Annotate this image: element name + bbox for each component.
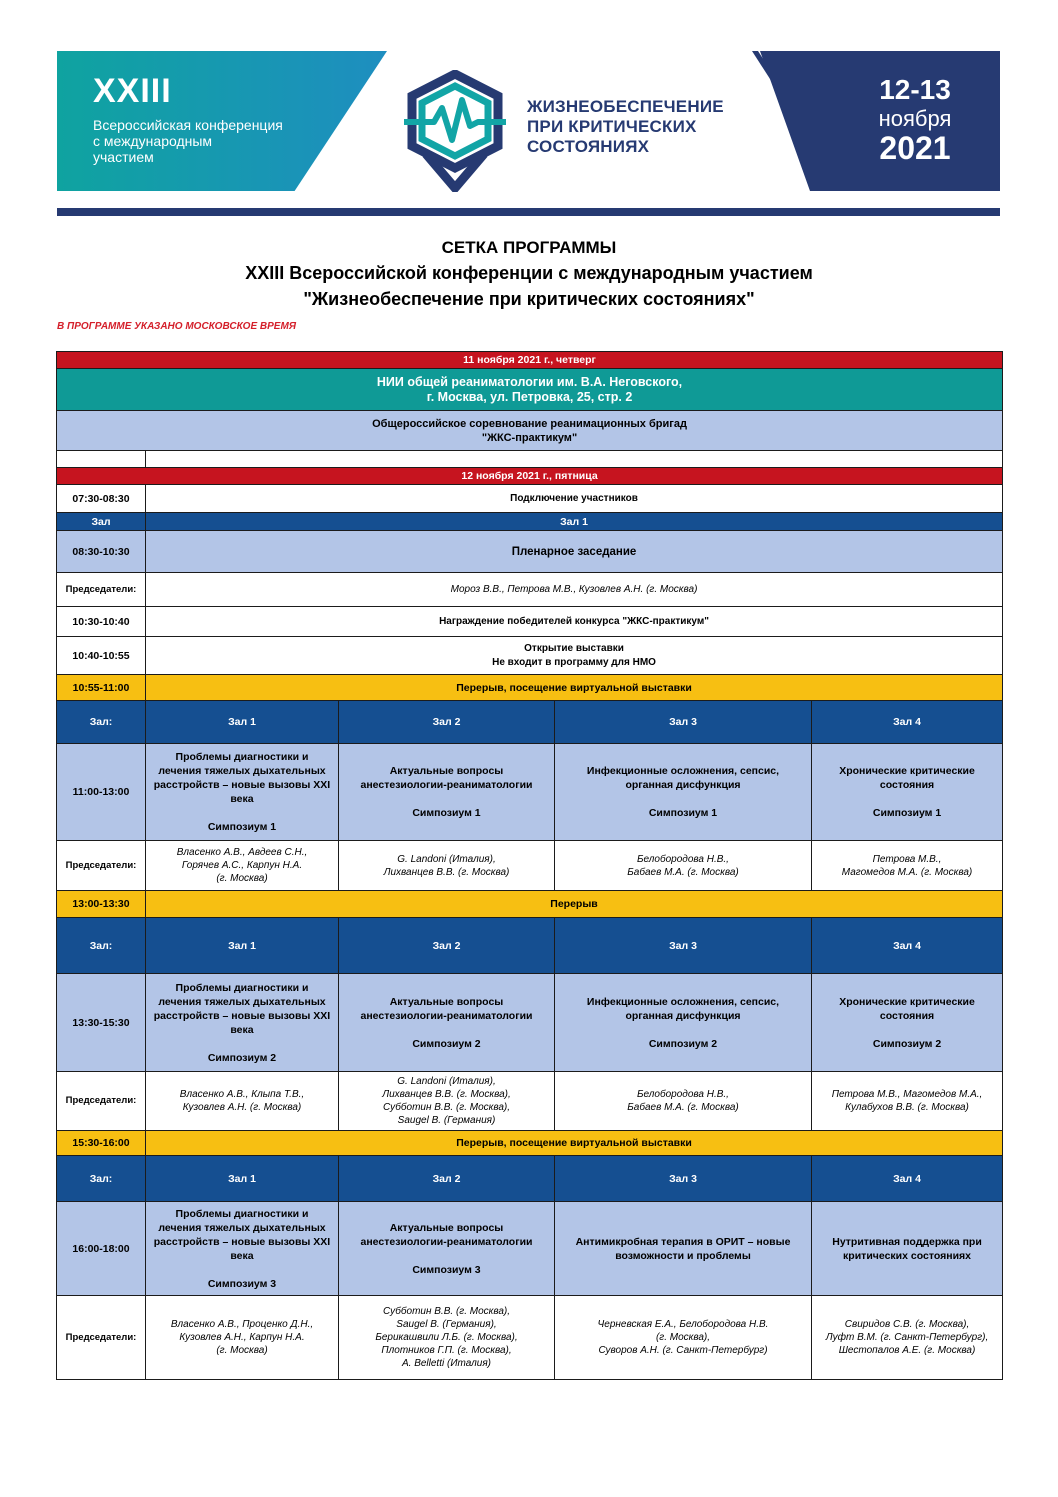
hall-label: Зал: (57, 1156, 146, 1202)
hall-name: Зал 4 (812, 918, 1003, 974)
empty-row (57, 451, 1003, 468)
day1-date: 11 ноября 2021 г., четверг (57, 352, 1003, 369)
chairs-cell: G. Landoni (Италия), Лихванцев В.В. (г. Москва) (339, 841, 555, 891)
page-subtitle: XXIII Всероссийской конференции с международным участием (245, 263, 813, 283)
session-title: Пленарное заседание (146, 531, 1003, 573)
activity-cell: Подключение участников (146, 485, 1003, 513)
time-cell: 13:00-13:30 (57, 891, 146, 918)
chairs-cell: Власенко А.В., Проценко Д.Н., Кузовлев А.Н., Карпун Н.А. (г. Москва) (146, 1296, 339, 1380)
chairs-label: Председатели: (57, 573, 146, 607)
symposium-cell: Проблемы диагностики и лечения тяжелых дыхательных расстройств – новые вызовы XXI века Симпозиум 1 (146, 744, 339, 841)
page-subtitle-conference: "Жизнеобеспечение при критических состояниях" (303, 289, 755, 309)
symposium-cell: Актуальные вопросы анестезиологии-реаниматологии Симпозиум 3 (339, 1202, 555, 1296)
hall-name: Зал 1 (146, 701, 339, 744)
hall-name: Зал 3 (555, 701, 812, 744)
session-row (57, 974, 1003, 1072)
time-cell: 11:00-13:00 (57, 744, 146, 841)
chairs-cell: G. Landoni (Италия), Лихванцев В.В. (г. Москва), Субботин В.В. (г. Москва), Saugel B. (Германия) (339, 1072, 555, 1131)
hall-header-row (57, 918, 1003, 974)
activity-cell: Открытие выставки Не входит в программу для НМО (146, 637, 1003, 675)
chairs-label: Председатели: (57, 1296, 146, 1380)
page-title: СЕТКА ПРОГРАММЫ (441, 238, 617, 257)
day-header-row (57, 352, 1003, 369)
symposium-cell: Инфекционные осложнения, сепсис, органная дисфункция Симпозиум 2 (555, 974, 812, 1072)
time-cell: 16:00-18:00 (57, 1202, 146, 1296)
symposium-cell: Проблемы диагностики и лечения тяжелых дыхательных расстройств – новые вызовы XXI века Симпозиум 3 (146, 1202, 339, 1296)
break-row (57, 675, 1003, 701)
chairs-label: Председатели: (57, 841, 146, 891)
activity-cell: Награждение победителей конкурса "ЖКС-практикум" (146, 607, 1003, 637)
venue-row (57, 369, 1003, 411)
symposium-cell: Хронические критические состояния Симпозиум 2 (812, 974, 1003, 1072)
chairs-cell: Власенко А.В., Клыпа Т.В., Кузовлев А.Н. (г. Москва) (146, 1072, 339, 1131)
hall-name: Зал 4 (812, 1156, 1003, 1202)
schedule-row (57, 607, 1003, 637)
schedule-row (57, 485, 1003, 513)
chairs-label: Председатели: (57, 1072, 146, 1131)
hall-header-row (57, 513, 1003, 531)
break-row (57, 891, 1003, 918)
break-cell: Перерыв (146, 891, 1003, 918)
conference-logo-icon (400, 70, 510, 192)
session-row (57, 744, 1003, 841)
chairs-cell: Петрова М.В., Магомедов М.А., Кулабухов В.В. (г. Москва) (812, 1072, 1003, 1131)
hall-header-row (57, 701, 1003, 744)
time-cell: 10:30-10:40 (57, 607, 146, 637)
hall-name: Зал 4 (812, 701, 1003, 744)
empty-cell (146, 451, 1003, 468)
hall-name: Зал 2 (339, 1156, 555, 1202)
hall-label: Зал: (57, 701, 146, 744)
date-days: 12-13 (879, 74, 951, 105)
time-cell: 10:40-10:55 (57, 637, 146, 675)
chairs-row (57, 841, 1003, 891)
event-row (57, 411, 1003, 451)
symposium-cell: Нутритивная поддержка при критических состояниях (812, 1202, 1003, 1296)
header-divider (57, 208, 1000, 216)
chairs-cell: Петрова М.В., Магомедов М.А. (г. Москва) (812, 841, 1003, 891)
hall-header-row (57, 1156, 1003, 1202)
symposium-cell: Актуальные вопросы анестезиологии-реаниматологии Симпозиум 1 (339, 744, 555, 841)
venue-address: НИИ общей реаниматологии им. В.А. Неговского, г. Москва, ул. Петровка, 25, стр. 2 (57, 369, 1003, 411)
chairs-cell: Субботин В.В. (г. Москва), Saugel B. (Германия), Берикашвили Л.Б. (г. Москва), Плотников Г.П. (г. Москва), A. Belletti (Италия) (339, 1296, 555, 1380)
chairs-cell: Белобородова Н.В., Бабаев М.А. (г. Москва) (555, 1072, 812, 1131)
chairs-row (57, 573, 1003, 607)
hall-name: Зал 1 (146, 513, 1003, 531)
date-year: 2021 (879, 130, 951, 166)
day2-date: 12 ноября 2021 г., пятница (57, 468, 1003, 485)
timezone-note: В ПРОГРАММЕ УКАЗАНО МОСКОВСКОЕ ВРЕМЯ (57, 321, 297, 332)
chairs-row (57, 1072, 1003, 1131)
session-row (57, 1202, 1003, 1296)
time-cell: 10:55-11:00 (57, 675, 146, 701)
chairs-cell: Мороз В.В., Петрова М.В., Кузовлев А.Н. (г. Москва) (146, 573, 1003, 607)
time-cell: 07:30-08:30 (57, 485, 146, 513)
hall-name: Зал 2 (339, 918, 555, 974)
schedule-row (57, 531, 1003, 573)
symposium-cell: Актуальные вопросы анестезиологии-реаниматологии Симпозиум 2 (339, 974, 555, 1072)
time-cell: 08:30-10:30 (57, 531, 146, 573)
schedule-row (57, 637, 1003, 675)
chairs-cell: Черневская Е.А., Белобородова Н.В. (г. Москва), Суворов А.Н. (г. Санкт-Петербург) (555, 1296, 812, 1380)
day-header-row (57, 468, 1003, 485)
hall-name: Зал 3 (555, 918, 812, 974)
date-month: ноября (878, 106, 952, 131)
conference-subtitle: Всероссийская конференция с международным участием (93, 117, 283, 165)
hall-label: Зал (57, 513, 146, 531)
symposium-cell: Проблемы диагностики и лечения тяжелых дыхательных расстройств – новые вызовы XXI века Симпозиум 2 (146, 974, 339, 1072)
conference-name-logo: ЖИЗНЕОБЕСПЕЧЕНИЕ ПРИ КРИТИЧЕСКИХ СОСТОЯНИЯХ (527, 97, 724, 156)
break-cell: Перерыв, посещение виртуальной выставки (146, 675, 1003, 701)
hall-name: Зал 1 (146, 1156, 339, 1202)
hall-name: Зал 2 (339, 701, 555, 744)
program-table (56, 351, 1003, 1380)
hall-name: Зал 3 (555, 1156, 812, 1202)
chairs-row (57, 1296, 1003, 1380)
break-cell: Перерыв, посещение виртуальной выставки (146, 1131, 1003, 1156)
chairs-cell: Власенко А.В., Авдеев С.Н., Горячев А.С., Карпун Н.А. (г. Москва) (146, 841, 339, 891)
symposium-cell: Инфекционные осложнения, сепсис, органная дисфункция Симпозиум 1 (555, 744, 812, 841)
hall-name: Зал 1 (146, 918, 339, 974)
hall-label: Зал: (57, 918, 146, 974)
event-title: Общероссийское соревнование реанимационных бригад "ЖКС-практикум" (57, 411, 1003, 451)
time-cell: 15:30-16:00 (57, 1131, 146, 1156)
break-row (57, 1131, 1003, 1156)
conference-number: XXIII (93, 72, 172, 110)
header-banner (0, 0, 1058, 220)
symposium-cell: Хронические критические состояния Симпозиум 1 (812, 744, 1003, 841)
chairs-cell: Белобородова Н.В., Бабаев М.А. (г. Москва) (555, 841, 812, 891)
symposium-cell: Антимикробная терапия в ОРИТ – новые возможности и проблемы (555, 1202, 812, 1296)
time-cell: 13:30-15:30 (57, 974, 146, 1072)
chairs-cell: Свиридов С.В. (г. Москва), Луфт В.М. (г. Санкт-Петербург), Шестопалов А.Е. (г. Москва) (812, 1296, 1003, 1380)
empty-cell (57, 451, 146, 468)
